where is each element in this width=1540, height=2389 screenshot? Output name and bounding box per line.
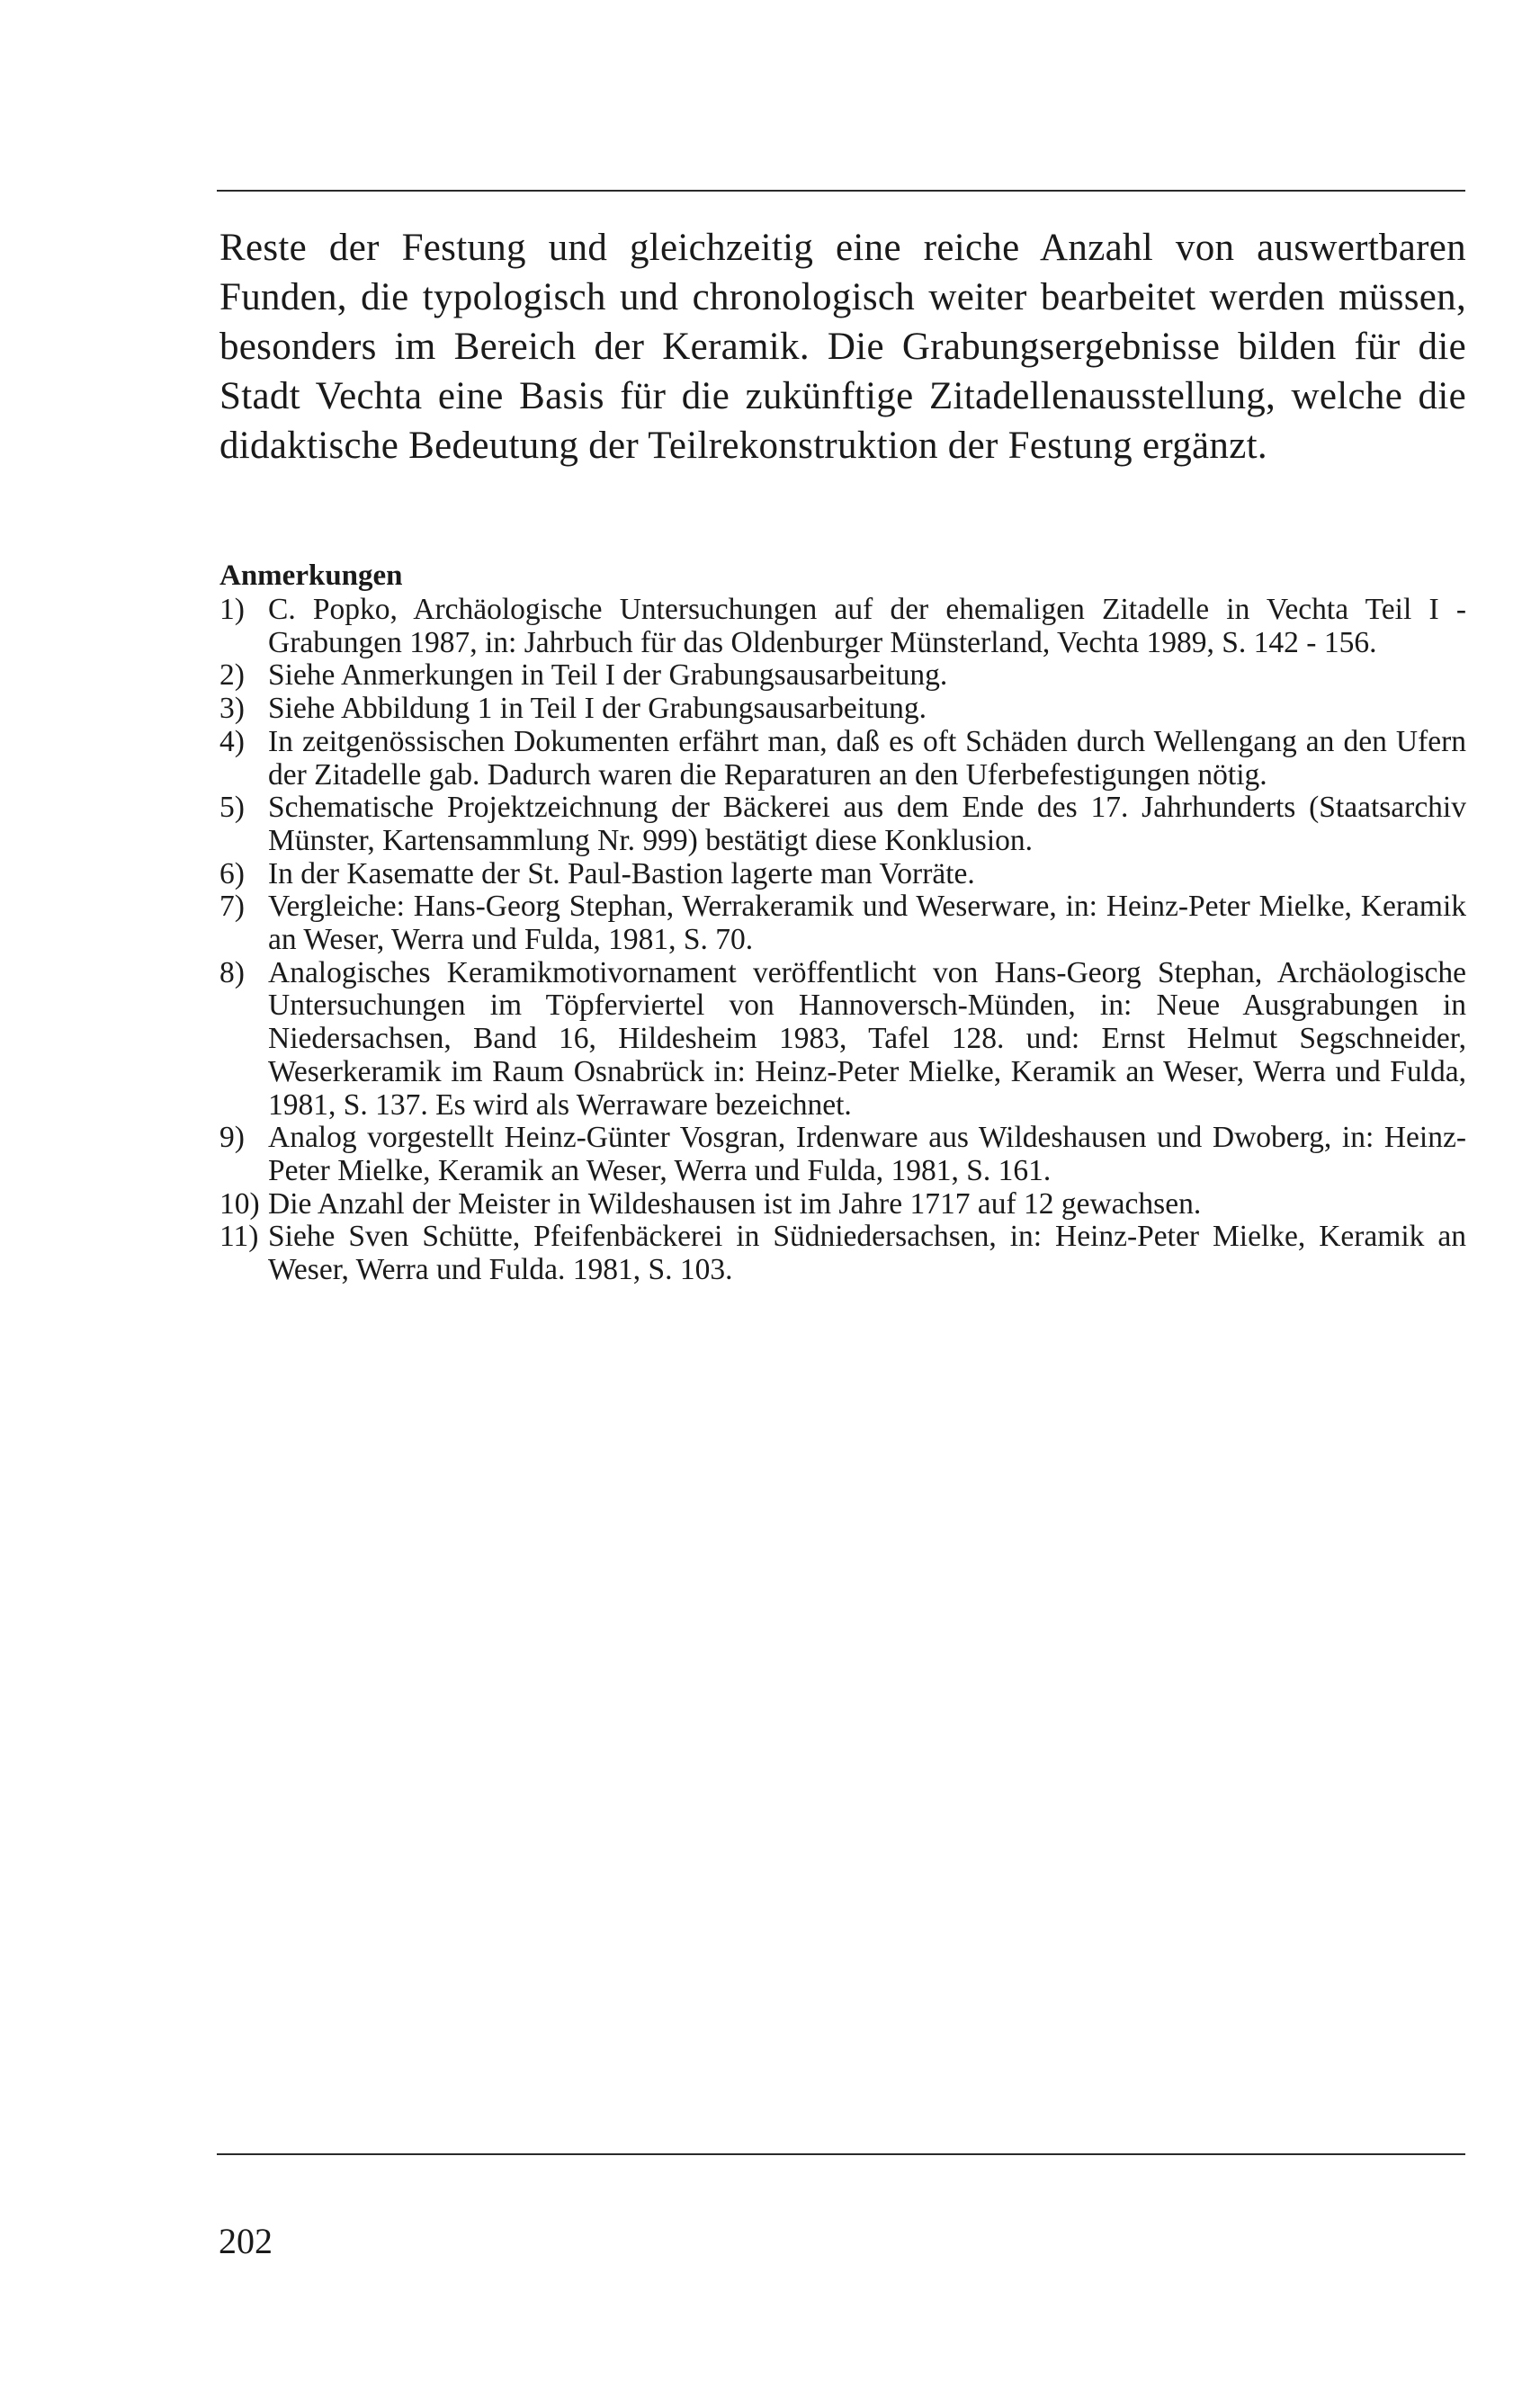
note-number: 8) — [219, 955, 245, 989]
note-item — [219, 594, 1466, 659]
note-number: 7) — [219, 890, 245, 924]
note-text: Schematische Projektzeichnung der Bäckerei aus dem Ende des 17. Jahrhunderts (Staatsarchiv Münster, Kartensammlung Nr. 999) bestätigt diese Konklusion. — [268, 791, 1466, 857]
body-paragraph: Reste der Festung und gleichzeitig eine reiche Anzahl von auswertbaren Funden, die typologisch und chronologisch weiter bearbeitet werden müssen, besonders im Bereich der Keramik. Die Grabungsergebnisse bilden für die Stadt Vechta eine Basis für die zukünftige Zitadellenausstellung, welche die didaktische Bedeutung der Teilrekonstruktion der Festung ergänzt. — [219, 227, 1466, 467]
note-item — [219, 726, 1466, 792]
note-number: 4) — [219, 724, 245, 758]
note-text: In zeitgenössischen Dokumenten erfährt man, daß es oft Schäden durch Wellengang an den Ufern der Zitadelle gab. Dadurch waren die Reparaturen an den Uferbefestigungen nötig. — [268, 724, 1466, 792]
note-item — [219, 1221, 1466, 1286]
note-text: Vergleiche: Hans-Georg Stephan, Werrakeramik und Weserware, in: Heinz-Peter Mielke, Keramik an Weser, Werra und Fulda, 1981, S. 70. — [268, 890, 1466, 957]
note-item — [219, 1188, 1466, 1221]
note-text: Siehe Abbildung 1 in Teil I der Grabungsausarbeitung. — [268, 692, 927, 726]
note-number: 3) — [219, 692, 245, 726]
note-text: Analogisches Keramikmotivornament veröffentlicht von Hans-Georg Stephan, Archäologische Untersuchungen im Töpferviertel von Hannoversch-Münden, in: Neue Ausgrabungen in Niedersachsen, Band 16, Hildesheim 1983, Tafel 128. und: Ernst Helmut Segschneider, Weserkeramik im Raum Osnabrück in: Heinz-Peter Mielke, Keramik an Weser, Werra und Fulda, 1981, S. 137. Es wird als Werraware bezeichnet. — [268, 955, 1466, 1122]
note-item — [219, 858, 1466, 891]
note-item — [219, 1122, 1466, 1187]
note-text: Analog vorgestellt Heinz-Günter Vosgran, Irdenware aus Wildeshausen und Dwoberg, in: Heinz-Peter Mielke, Keramik an Weser, Werra und Fulda, 1981, S. 161. — [268, 1121, 1466, 1187]
note-item — [219, 957, 1466, 1123]
note-number: 2) — [219, 658, 245, 693]
notes-section — [219, 559, 1466, 1287]
note-number: 1) — [219, 593, 245, 626]
note-number: 11) — [219, 1220, 259, 1254]
note-item — [219, 693, 1466, 726]
top-rule — [217, 190, 1465, 192]
note-number: 10) — [219, 1186, 260, 1221]
note-text: Die Anzahl der Meister in Wildeshausen ist im Jahre 1717 auf 12 gewachsen. — [268, 1186, 1202, 1221]
note-item — [219, 659, 1466, 693]
note-number: 6) — [219, 856, 245, 890]
note-number: 9) — [219, 1121, 245, 1155]
note-item — [219, 890, 1466, 956]
bottom-rule — [217, 2153, 1465, 2155]
note-text: In der Kasematte der St. Paul-Bastion lagerte man Vorräte. — [268, 856, 975, 890]
note-item — [219, 792, 1466, 857]
notes-heading: Anmerkungen — [219, 559, 403, 592]
note-text: Siehe Sven Schütte, Pfeifenbäckerei in Südniedersachsen, in: Heinz-Peter Mielke, Keramik an Weser, Werra und Fulda. 1981, S. 103. — [268, 1220, 1466, 1287]
notes-list — [219, 594, 1466, 1287]
note-text: Siehe Anmerkungen in Teil I der Grabungsausarbeitung. — [268, 658, 948, 693]
page-number: 202 — [219, 2221, 273, 2261]
note-number: 5) — [219, 791, 245, 825]
note-text: C. Popko, Archäologische Untersuchungen auf der ehemaligen Zitadelle in Vechta Teil I - Grabungen 1987, in: Jahrbuch für das Oldenburger Münsterland, Vechta 1989, S. 142 - 156. — [268, 593, 1466, 659]
